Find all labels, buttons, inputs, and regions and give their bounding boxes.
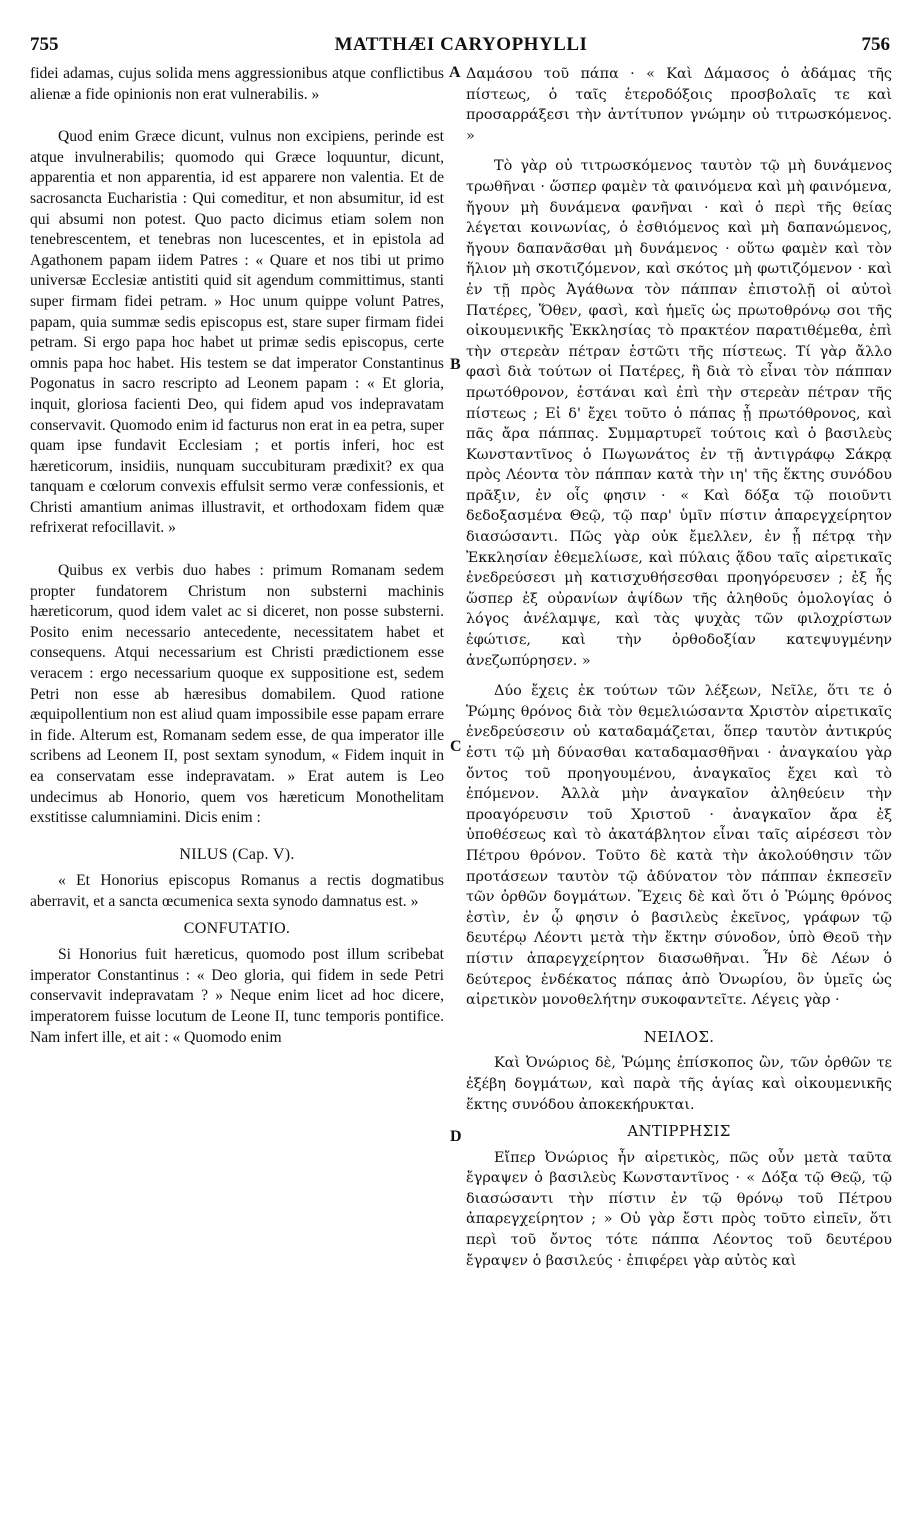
latin-heading-nilus: NILUS (Cap. V). [179,845,295,863]
greek-heading-neilos: ΝΕΙΛΟΣ. [643,1027,715,1046]
latin-paragraph-2: Quod enim Græce dicunt, vulnus non excipiens, perinde est atque invulnerabilis; quomodo qui Græce loquuntur, dicunt, apparentia et non apparentia, id est apparere non valentia. Et de sacrosancta Eucharistia : Qui comeditur, et non absumitur, id est qui absumi non potest. Quo pacto dicimus etiam solem non tenebrescentem, et tenebras non lucescentes, et in epistola ad Agathonem papam iidem Patres : « Quare et nos tibi ut primo universæ Ecclesiæ antistiti quid sit agendum committimus, stanti super firmam fidei petram. » Hoc unum quippe volunt Patres, papam, quia summæ sedis episcopus est, stare super firmam fidei petram. Si ergo papa hoc habet ut primæ sedis episcopus, certe omnis papa hoc habet. His testem se dat imperator Constantinus Pogonatus in sacro rescripto ad Leonem papam : « Et gloria, inquit, gloriosa facienti Deo, qui fidem apud vos indepravatam conservavit. Quomodo enim id facturus non erat in ea petra, super quam ipse fundavit Ecclesiam ; et portis inferi, hoc est hæreticorum, insidiis, nunquam succubituram prædixit? ex qua tanquam e cœlorum convexis effulsit sermo veræ confessionis, et Christi amantium animas illustravit, et orthodoxam fidem quæ refrixerat refocillavit. » [30,128,444,537]
running-title: MATTHÆI CARYOPHYLLI [334,34,588,55]
margin-marker-c: C [450,738,462,755]
margin-marker-d: D [450,1128,462,1145]
margin-marker-a: A [449,64,461,81]
margin-marker-b: B [450,356,461,373]
page-number-left: 755 [30,34,59,55]
greek-paragraph-1: Δαμάσου τοῦ πάπα · « Καὶ Δάμασος ὁ ἀδάμας τῆς πίστεως, ὁ ταῖς ἑτεροδόξοις προσβολαῖς τε καὶ προσαρράξεσι τὴν ἀντίτυπον γνώμην οὐ τιτρωσκόμενος. » [466,66,892,144]
greek-paragraph-2: Τὸ γὰρ οὐ τιτρωσκόμενος ταυτὸν τῷ μὴ δυνάμενος τρωθῆναι · ὥσπερ φαμὲν τὰ φαινόμενα καὶ μὴ φαινόμενα, ἤγουν μὴ δυνάμενα φανῆναι · καὶ ὁ περὶ τῆς θείας λέγεται κοινωνίας, ὁ ἐσθιόμενος καὶ μὴ δαπανώμενος, ἤγουν δαπανᾶσθαι μὴ δυνάμενος · οὕτω φαμὲν καὶ τὸν ἥλιον μὴ σκοτιζόμενον, καὶ σκότος μὴ φωτιζόμενον · καὶ ἐν τῇ πρὸς Ἀγάθωνα τὸν πάππαν ἐπιστολῇ οἱ αὐτοὶ Πατέρες, Ὅθεν, φασὶ, καὶ ἡμεῖς ὡς πρωτοθρόνῳ σοι τῆς οἰκουμενικῆς Ἐκκλησίας τὸ πρακτέον παρατιθέμεθα, ἐπὶ τὴν στερεὰν πέτραν ἑστῶτι τῆς πίστεως. Τί γὰρ ἄλλο φασὶ διὰ τούτων οἱ Πατέρες, ἢ διὰ τὸ εἶναι τὸν πάππαν πρωτόθρονον, ἑστάναι καὶ ἐπὶ τὴν στερεὰν πέτραν τῆς πίστεως ; Εἰ δ' ἔχει τοῦτο ὁ πάπας ᾗ πρωτόθρονος, καὶ πᾶς ἄρα πάππας. Συμμαρτυρεῖ τούτοις καὶ ὁ βασιλεὺς Κωνσταντῖνος ὁ Πωγωνάτος ἐν τῇ ἀντιγράφῳ Σάκρᾳ πρὸς Λέοντα τὸν πάππαν κατὰ τὴν ιη' τῆς ἕκτης συνόδου πρᾶξιν, ἐν οἷς φησιν · « Καὶ δόξα τῷ ποιοῦντι δεδοξασμένα Θεῷ, τῷ παρ' ὑμῖν πίστιν ἀπαρεγχείρητον διασώσαντι. Πῶς γὰρ οὐκ ἔμελλεν, ἐν ᾗ πέτρᾳ τὴν Ἐκκλησίαν ἐθεμελίωσε, καὶ πύλαις ᾅδου ταῖς αἱρετικαῖς ἐνεδρεύσεσι μὴ κατισχυθήσεσθαι προηγόρευσεν ; ἐξ ἧς ὥσπερ ἐξ οὐρανίων ἀψίδων τῆς ἀληθοῦς ὁμολογίας ὁ λόγος ἀνέλαμψε, καὶ τὰς ψυχὰς τῶν φιλοχρίστων ἐφώτισε, καὶ τὴν ὀρθοδοξίαν κατεψυγμένην ἀνεζωπύρησεν. » [466,158,892,669]
latin-heading-confutatio: CONFUTATIO. [183,919,291,937]
greek-heading-antirrhesis: ΑΝΤΙΡΡΗΣΙΣ [627,1122,731,1141]
page-number-right: 756 [861,34,890,55]
greek-paragraph-3: Δύο ἔχεις ἐκ τούτων τῶν λέξεων, Νεῖλε, ὅτι τε ὁ Ῥώμης θρόνος διὰ τὸν θεμελιώσαντα Χριστὸν αἱρετικαῖς ἐνεδρεύσεσιν οὐ καταδαμάζεται, ὅπερ ταυτὸν ἀντικρύς ἐστι τῷ μὴ δύνασθαι καταδαμασθῆναι · ἀναγκαίου γὰρ ὄντος τοῦ προηγουμένου, ἀναγκαῖος ἔχει καὶ τὸ ἑπόμενον. Ἀλλὰ μὴν ἀναγκαῖον ἀληθεύειν τὴν προαγόρευσιν τοῦ Χριστοῦ · ἀναγκαῖον ἄρα ἐξ ὑποθέσεως καὶ τὸ ἀκατάβλητον εἶναι ταῖς αἱρέσεσι τὸν Πέτρου θρόνον. Τοῦτο δὲ κατὰ τὴν ἀκολούθησιν τῶν προτάσεων ταυτὸν τῷ ἀδύνατον τὸν πάππαν ἐκπεσεῖν τῶν ὀρθῶν δογμάτων. Ἔχεις δὲ καὶ ὅτι ὁ Ῥώμης θρόνος ἐστὶν, ἐν ᾧ φησιν ὁ βασιλεὺς ἐκεῖνος, γράφων τῷ δευτέρῳ Λέοντι μετὰ τὴν ἕκτην σύνοδον, ὑπὸ Θεοῦ τὴν πίστιν ἀπαρεγχείρητον διασωθῆναι. Ἦν δὲ Λέων ὁ δεύτερος ἑνδέκατος πάπας ἀπὸ Ὀνωρίου, ὃν ὑμεῖς ὡς αἱρετικὸν μονοθελήτην συκοφαντεῖτε. Λέγεις γὰρ · [466,683,892,1009]
greek-paragraph-5: Εἴπερ Ὀνώριος ἦν αἱρετικὸς, πῶς οὖν μετὰ ταῦτα ἔγραψεν ὁ βασιλεὺς Κωνσταντῖνος · « Δόξα τῷ Θεῷ, τῷ διασώσαντι τὴν πίστιν ἐν τῷ θρόνῳ τοῦ Πέτρου ἀπαρεγχείρητον ; » Οὐ γὰρ ἔστι πρὸς τοῦτο εἰπεῖν, ὅτι περὶ τοῦ ὄντος τότε πάππα Λέοντος τοῦ δευτέρου ἔγραψεν ὁ βασιλεύς · ἐπιφέρει γὰρ αὐτὸς καὶ [466,1149,892,1269]
latin-column [30,64,444,1048]
latin-paragraph-3: Quibus ex verbis duo habes : primum Romanam sedem propter fundatorem Christum non substerni machinis hæreticorum, quod idem valet ac si diceret, non posse substerni. Posito enim necessario antecedente, necessitatem habet et consequens. Atqui necessarium est Christi prædictionem esse veracem : ergo necessarium quoque ex suppositione est, sedem Petri non esse ab hæresibus domabilem. Quod ratione æquipollentium non est aliud quam impossibile esse papam errare in fide. Alterum est, Romanam sedem esse, de qua imperator ille scribens ad Leonem II, post sextam synodum, « Fidem inquit in ea conservatam esse indepravatam. » Erat autem is Leo undecimus ab Honorio, quem vos hæreticum Monothelitam exstitisse calumniamini. Dicis enim : [30,562,444,827]
greek-column [466,64,892,1271]
latin-paragraph-1: fidei adamas, cujus solida mens aggressionibus atque conflictibus alienæ a fide opinionis non erat vulnerabilis. » [30,65,444,103]
greek-paragraph-4: Καὶ Ὀνώριος δὲ, Ῥώμης ἐπίσκοπος ὢν, τῶν ὀρθῶν τε ἐξέβη δογμάτων, καὶ παρὰ τῆς ἁγίας καὶ οἰκουμενικῆς ἕκτης συνόδου ἀποκεκήρυκται. [466,1055,892,1113]
latin-paragraph-4: « Et Honorius episcopus Romanus a rectis dogmatibus aberravit, et a sancta œcumenica sexta synodo damnatus est. » [30,872,444,910]
latin-paragraph-5: Si Honorius fuit hæreticus, quomodo post illum scribebat imperator Constantinus : « Deo gloria, qui fidem in sede Petri conservavit indepravatam ? » Neque enim licet ad hoc dicere, imperatorem fuisse locutum de Leone II, tunc temporis pontifice. Nam infert ille, et ait : « Quomodo enim [30,946,444,1046]
